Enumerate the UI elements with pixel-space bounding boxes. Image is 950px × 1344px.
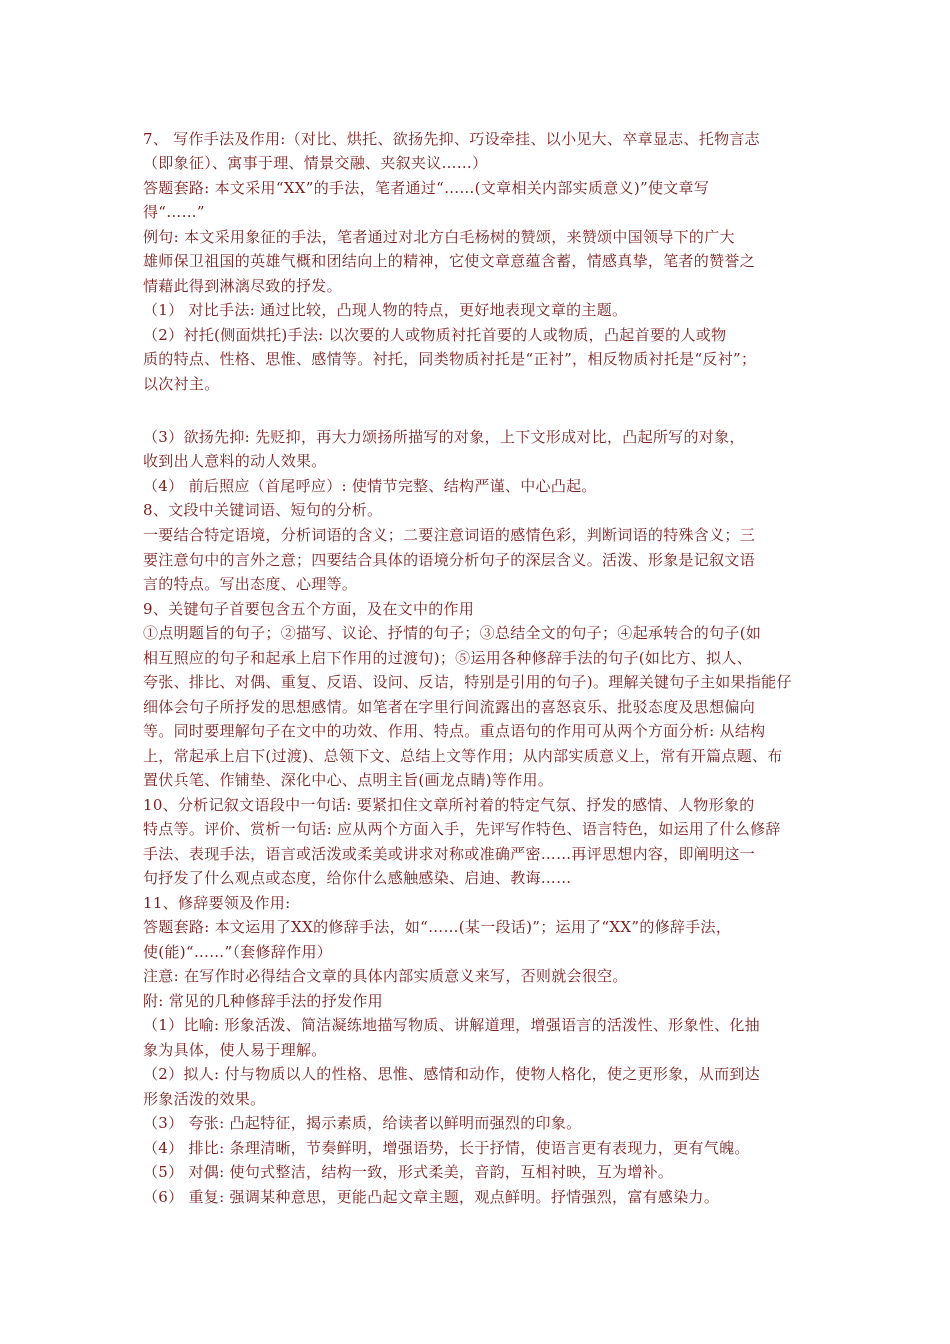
text-line: （3） 夸张: 凸起特征，揭示素质，给读者以鲜明而强烈的印象。 xyxy=(143,1114,582,1132)
text-line: 细体会句子所抒发的思想感情。如笔者在字里行间流露出的喜怒哀乐、批驳态度及思想偏向 xyxy=(143,698,756,716)
text-line: 使(能)“……”（套修辞作用） xyxy=(143,943,333,961)
text-line: 得“……” xyxy=(143,203,205,221)
text-line: 质的特点、性格、思惟、感情等。衬托，同类物质衬托是“正衬”，相反物质衬托是“反衬”； xyxy=(143,350,757,368)
text-line: （6） 重复: 强调某种意思，更能凸起文章主题，观点鲜明。抒情强烈，富有感染力。 xyxy=(143,1188,720,1206)
text-line: （3）欲扬先抑: 先贬抑，再大力颂扬所描写的对象，上下文形成对比，凸起所写的对象， xyxy=(143,428,745,446)
text-line: 等。同时要理解句子在文中的功效、作用、特点。重点语句的作用可从两个方面分析: 从结构 xyxy=(143,722,766,740)
text-line: 雄师保卫祖国的英雄气概和团结向上的精神，它使文章意蕴含蓄，情感真挚，笔者的赞誉之 xyxy=(143,252,756,270)
text-line: 情藉此得到淋漓尽致的抒发。 xyxy=(143,277,342,295)
text-line: 言的特点。写出态度、心理等。 xyxy=(143,575,358,593)
text-line: ①点明题旨的句子；②描写、议论、抒情的句子；③总结全文的句子；④起承转合的句子(如 xyxy=(143,624,762,642)
text-line: 句抒发了什么观点或态度，给你什么感触感染、启迪、教诲…… xyxy=(143,869,572,887)
text-line: 9、关键句子首要包含五个方面，及在文中的作用 xyxy=(143,600,475,618)
text-line: 手法、表现手法，语言或活泼或柔美或讲求对称或准确严密……再评思想内容，即阐明这一 xyxy=(143,845,756,863)
text-line: 例句: 本文采用象征的手法，笔者通过对北方白毛杨树的赞颂，来赞颂中国领导下的广大 xyxy=(143,228,735,246)
text-line: 特点等。评价、赏析一句话: 应从两个方面入手，先评写作特色、语言特色，如运用了什么修辞 xyxy=(143,820,781,838)
text-line: 8、文段中关键词语、短句的分析。 xyxy=(143,501,383,519)
text-line: 上，常起承上启下(过渡)、总领下文、总结上文等作用；从内部实质意义上，常有开篇点题、布 xyxy=(143,747,783,765)
text-line: 要注意句中的言外之意；四要结合具体的语境分析句子的深层含义。活泼、形象是记叙文语 xyxy=(143,551,756,569)
text-line: 置伏兵笔、作铺垫、深化中心、点明主旨(画龙点睛)等作用。 xyxy=(143,771,554,789)
text-line: （2）衬托(侧面烘托)手法: 以次要的人或物质衬托首要的人或物质，凸起首要的人或物 xyxy=(143,326,727,344)
text-line: 相互照应的句子和起承上启下作用的过渡句)；⑤运用各种修辞手法的句子(如比方、拟人、 xyxy=(143,649,753,667)
text-line: 形象活泼的效果。 xyxy=(143,1090,266,1108)
text-line: （1）比喻: 形象活泼、简洁凝练地描写物质、讲解道理，增强语言的活泼性、形象性、化抽 xyxy=(143,1016,760,1034)
text-line: 附: 常见的几种修辞手法的抒发作用 xyxy=(143,992,383,1010)
text-line: （即象征）、寓事于理、情景交融、夹叙夹议……） xyxy=(143,154,488,172)
text-line: （1） 对比手法: 通过比较，凸现人物的特点，更好地表现文章的主题。 xyxy=(143,301,628,319)
text-line: 注意: 在写作时必得结合文章的具体内部实质意义来写，否则就会很空。 xyxy=(143,967,628,985)
text-line: 答题套路: 本文运用了XX的修辞手法，如“……(某一段话)”；运用了“XX”的修辞手法， xyxy=(143,918,732,936)
text-line: 10、分析记叙文语段中一句话: 要紧扣住文章所衬着的特定气氛、抒发的感情、人物形象的 xyxy=(143,796,755,814)
text-line: （4） 排比: 条理清晰，节奏鲜明，增强语势，长于抒情，使语言更有表现力，更有气魄。 xyxy=(143,1139,750,1157)
text-line: 11、修辞要领及作用: xyxy=(143,894,291,912)
text-line: （2）拟人: 付与物质以人的性格、思惟、感情和动作，使物人格化，使之更形象，从而到达 xyxy=(143,1065,760,1083)
text-line: 答题套路: 本文采用“XX”的手法，笔者通过“……(文章相关内部实质意义)”使文章写 xyxy=(143,179,710,197)
text-line: 以次衬主。 xyxy=(143,375,220,393)
text-line: （4） 前后照应（首尾呼应）: 使情节完整、结构严谨、中心凸起。 xyxy=(143,477,597,495)
text-line: 夸张、排比、对偶、重复、反语、设问、反诘，特别是引用的句子)。理解关键句子主如果指能仔 xyxy=(143,673,792,691)
text-line: 7、 写作手法及作用:（对比、烘托、欲扬先抑、巧设牵挂、以小见大、卒章显志、托物言志 xyxy=(143,130,760,148)
text-line: 象为具体，使人易于理解。 xyxy=(143,1041,327,1059)
text-line: （5） 对偶: 使句式整洁，结构一致，形式柔美，音韵，互相衬映，互为增补。 xyxy=(143,1163,674,1181)
text-line: 收到出人意料的动人效果。 xyxy=(143,452,327,470)
text-line: 一要结合特定语境，分析词语的含义；二要注意词语的感情色彩，判断词语的特殊含义；三 xyxy=(143,526,756,544)
